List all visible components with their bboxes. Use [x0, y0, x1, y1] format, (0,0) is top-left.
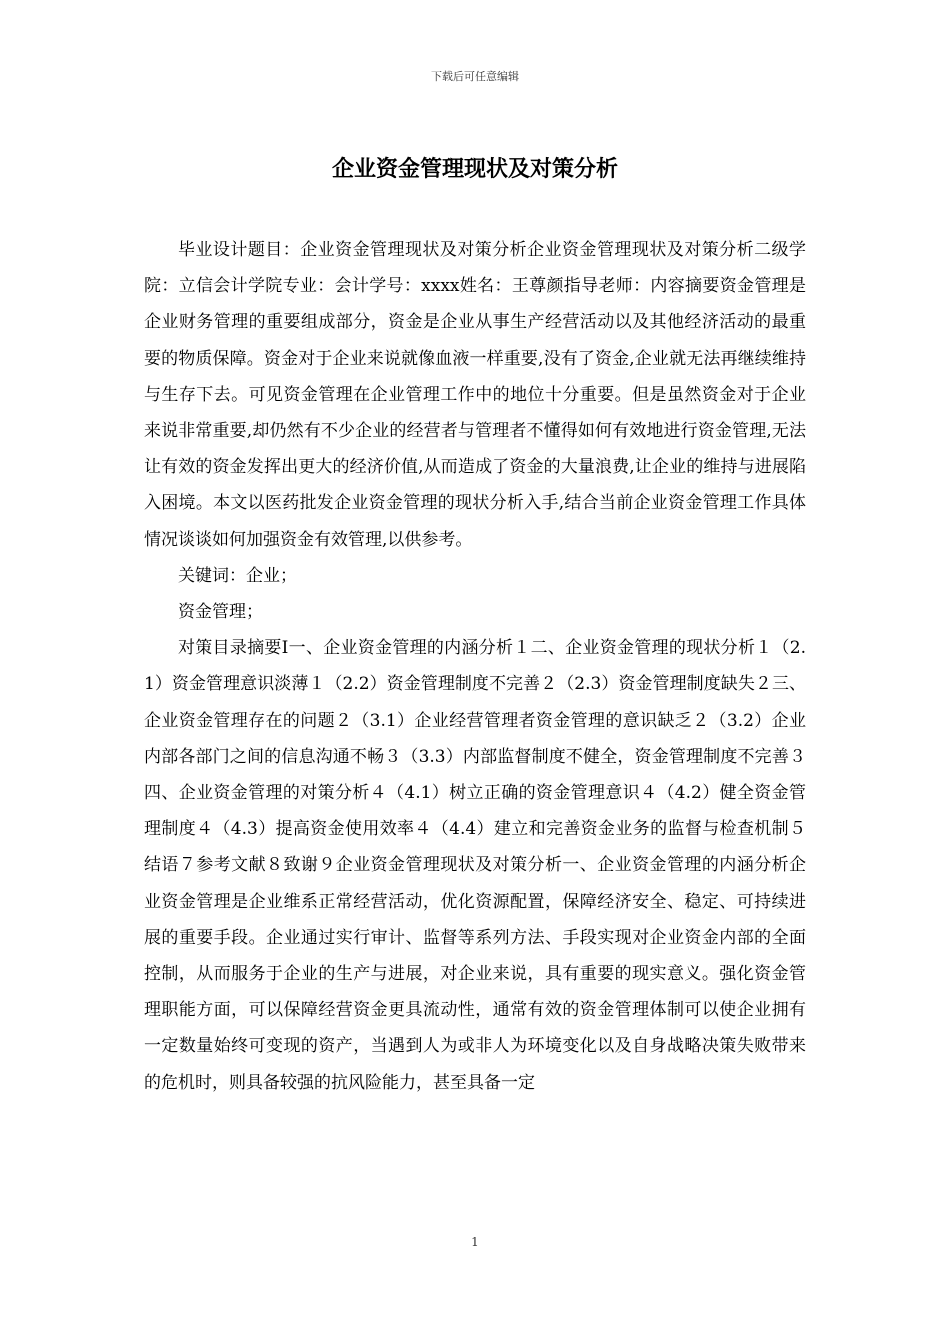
keyword-item: 资金管理； — [178, 602, 263, 623]
document-body — [144, 232, 806, 1101]
keywords-line: 关键词：企业； — [178, 565, 297, 586]
abstract-paragraph: 毕业设计题目：企业资金管理现状及对策分析企业资金管理现状及对策分析二级学院：立信会计学院专业：会计学号：xxxx姓名：王尊颜指导老师：内容摘要资金管理是企业财务管理的重要组成部分，资金是企业从事生产经营活动以及其他经济活动的最重要的物质保障。资金对于企业来说就像血液一样重要,没有了资金,企业就无法再继续维持与生存下去。可见资金管理在企业管理工作中的地位十分重要。但是虽然资金对于企业来说非常重要,却仍然有不少企业的经营者与管理者不懂得如何有效地进行资金管理,无法让有效的资金发挥出更大的经济价值,从而造成了资金的大量浪费,让企业的维持与进展陷入困境。本文以医药批发企业资金管理的现状分析入手,结合当前企业资金管理工作具体情况谈谈如何加强资金有效管理,以供参考。 — [144, 240, 806, 550]
page-number: 1 — [471, 1235, 479, 1249]
contents-paragraph: 对策目录摘要Ⅰ一、企业资金管理的内涵分析１二、企业资金管理的现状分析１（2.1）资金管理意识淡薄１（2.2）资金管理制度不完善２（2.3）资金管理制度缺失２三、企业资金管理存在的问题２（3.1）企业经营管理者资金管理的意识缺乏２（3.2）企业内部各部门之间的信息沟通不畅３（3.3）内部监督制度不健全，资金管理制度不完善３四、企业资金管理的对策分析４（4.1）树立正确的资金管理意识４（4.2）健全资金管理制度４（4.3）提高资金使用效率４（4.4）建立和完善资金业务的监督与检查机制５结语７参考文献８致谢９企业资金管理现状及对策分析一、企业资金管理的内涵分析企业资金管理是企业维系正常经营活动，优化资源配置，保障经济安全、稳定、可持续进展的重要手段。企业通过实行审计、监督等系列方法、手段实现对企业资金内部的全面控制，从而服务于企业的生产与进展，对企业来说，具有重要的现实意义。强化资金管理职能方面，可以保障经营资金更具流动性，通常有效的资金管理体制可以使企业拥有一定数量始终可变现的资产，当遇到人为或非人为环境变化以及自身战略决策失败带来的危机时，则具备较强的抗风险能力，甚至具备一定 — [144, 638, 806, 1093]
document-title: 企业资金管理现状及对策分析 — [331, 157, 618, 182]
page-header-note: 下载后可任意编辑 — [431, 70, 519, 83]
